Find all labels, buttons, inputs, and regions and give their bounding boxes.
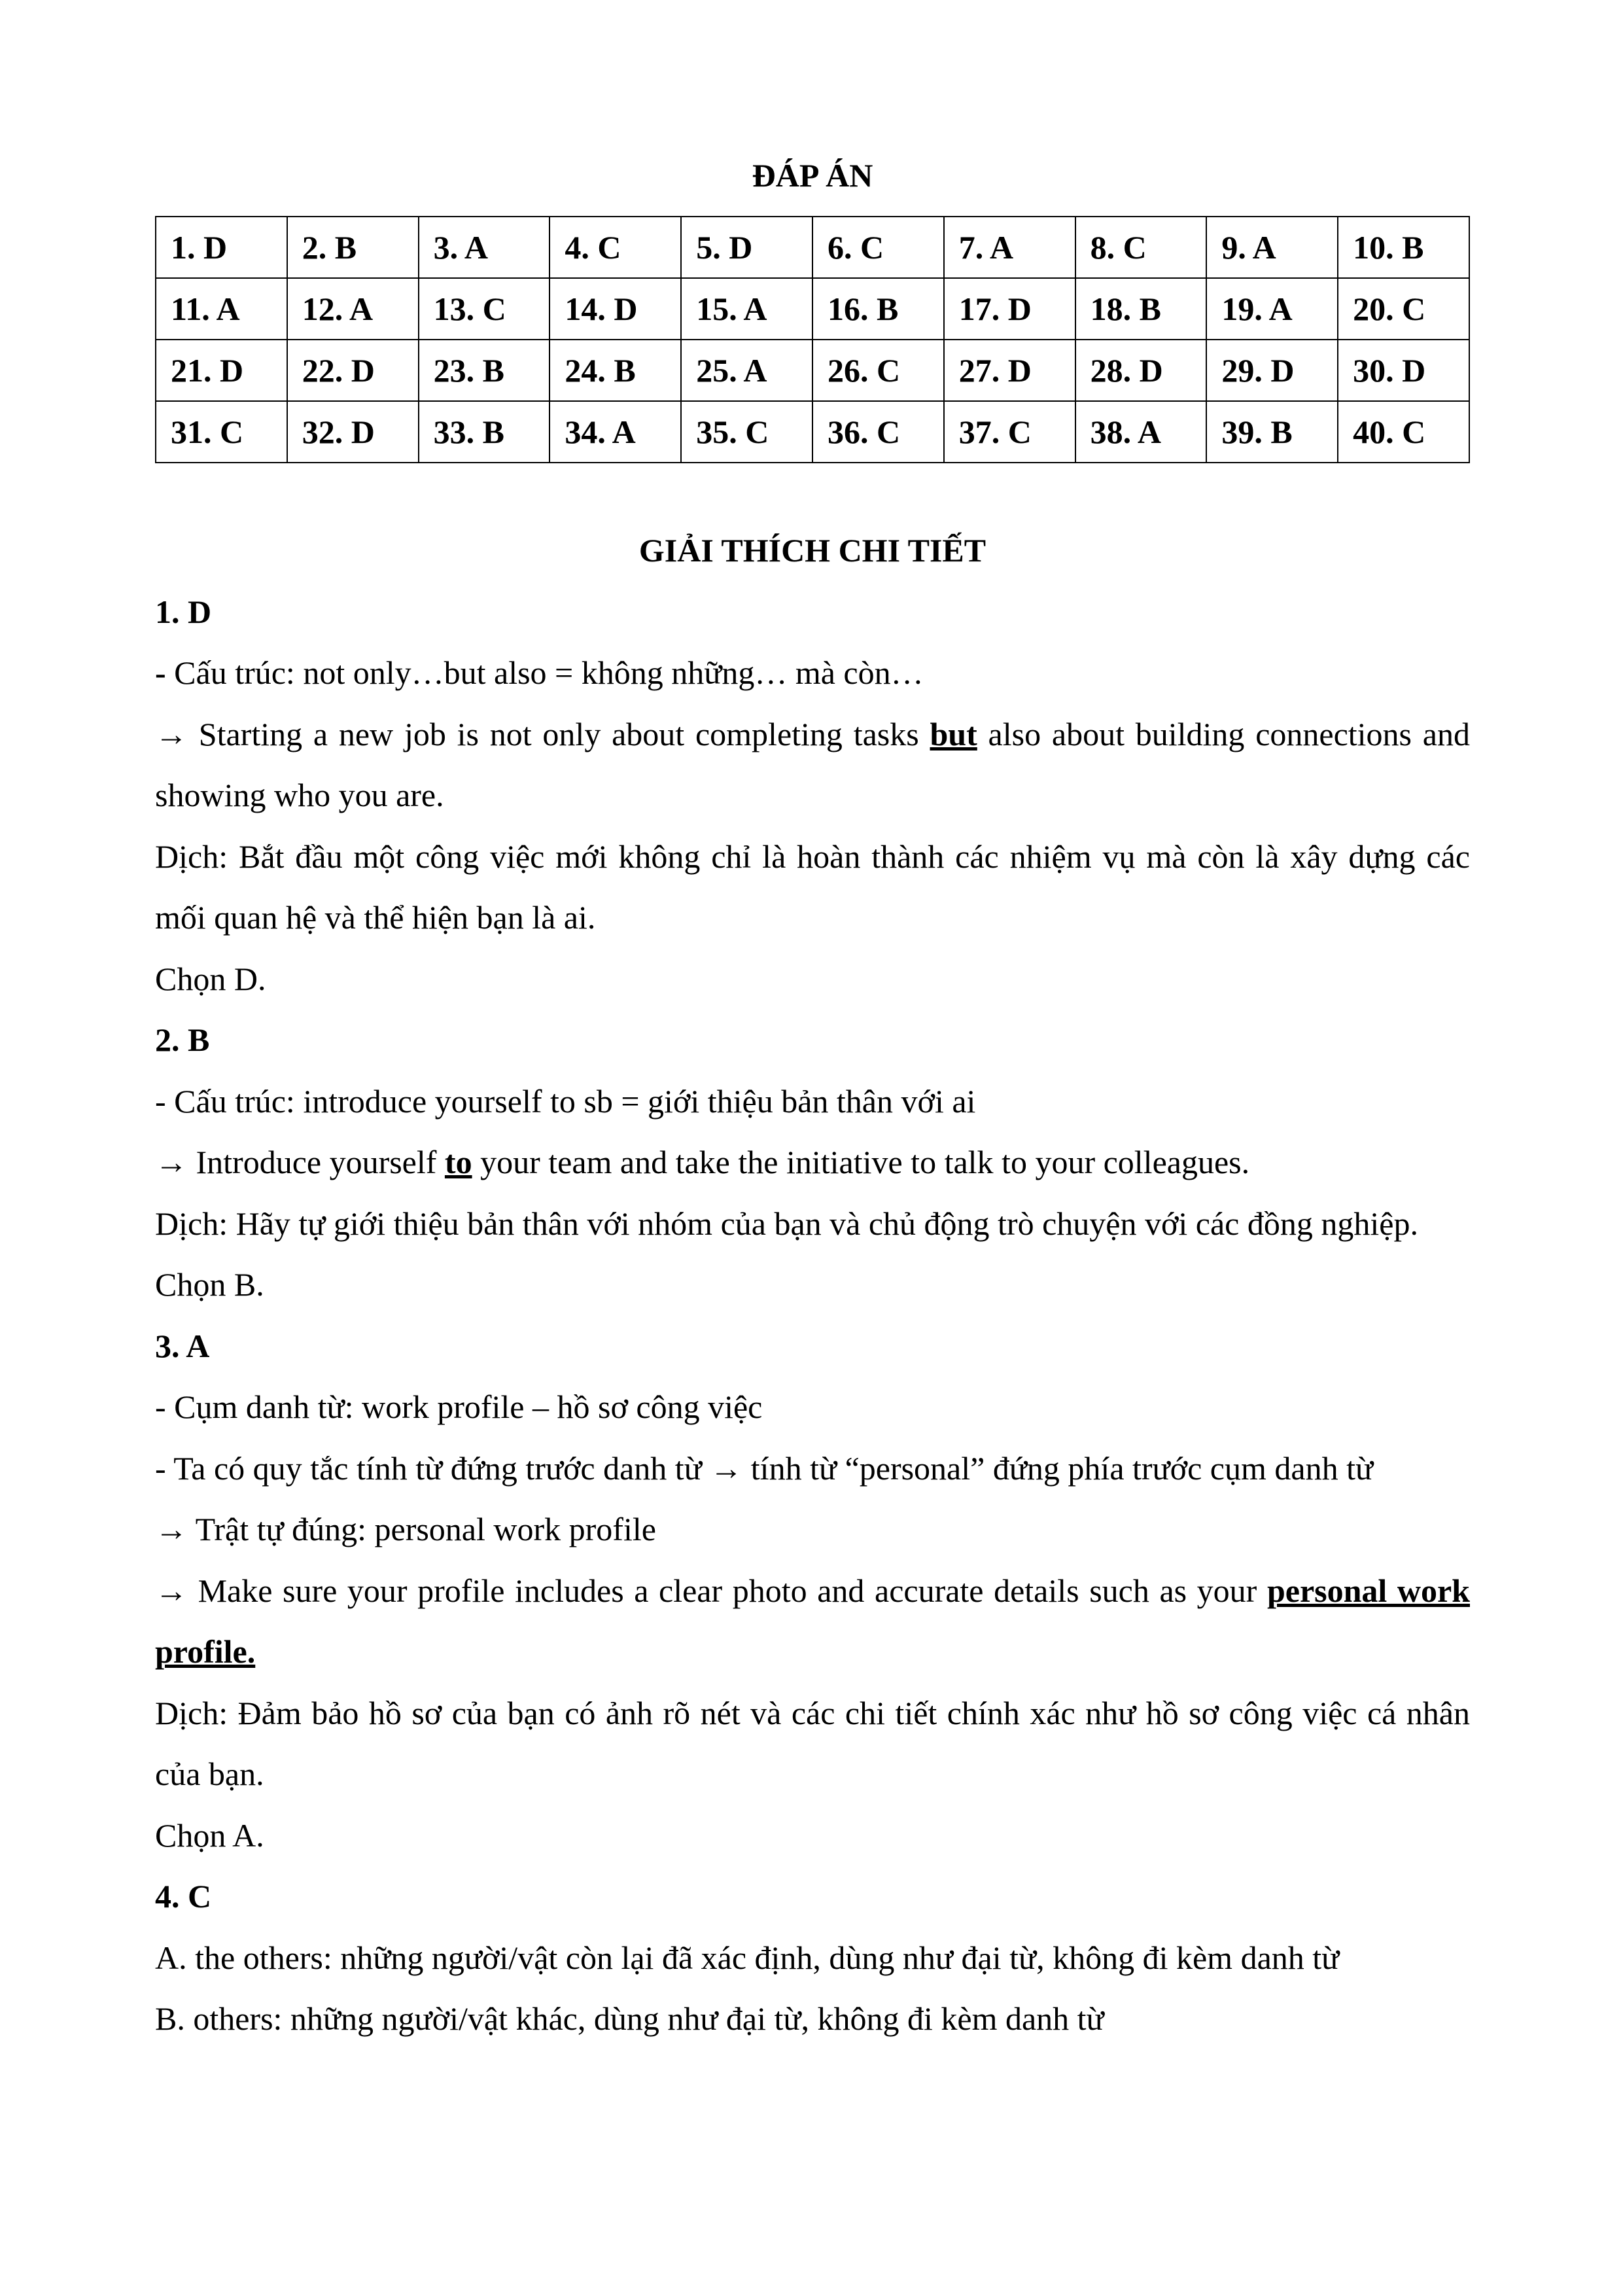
answer-cell: 23. B (419, 340, 550, 401)
question-3-choice: Chọn A. (155, 1816, 264, 1854)
question-4-option-a: A. the others: những người/vật còn lại đã xác định, dùng như đại từ, không đi kèm danh từ (155, 1939, 1340, 1976)
answer-cell: 33. B (419, 401, 550, 463)
answer-cell: 30. D (1338, 340, 1469, 401)
question-2-structure: - Cấu trúc: introduce yourself to sb = giới thiệu bản thân với ai (155, 1082, 976, 1120)
answer-cell: 31. C (156, 401, 287, 463)
answer-cell: 34. A (550, 401, 681, 463)
question-3-translation: Dịch: Đảm bảo hồ sơ của bạn có ảnh rõ nét và các chi tiết chính xác như hồ sơ công việc cá nhân của bạn. (155, 1694, 1470, 1792)
question-1-structure: - Cấu trúc: not only…but also = không những… mà còn… (155, 654, 924, 691)
key-word: but (930, 715, 977, 752)
answer-cell: 9. A (1206, 217, 1338, 278)
question-3-example: → Make sure your profile includes a clear photo and accurate details such as your personal work profile. (155, 1572, 1470, 1670)
answer-cell: 19. A (1206, 278, 1338, 340)
answer-cell: 5. D (681, 217, 812, 278)
answer-cell: 18. B (1075, 278, 1207, 340)
answer-cell: 27. D (944, 340, 1075, 401)
answer-cell: 4. C (550, 217, 681, 278)
answer-cell: 13. C (419, 278, 550, 340)
answer-cell: 35. C (681, 401, 812, 463)
question-1-choice: Chọn D. (155, 960, 266, 997)
answer-cell: 12. A (287, 278, 419, 340)
detailed-explanation (155, 520, 1470, 2050)
answer-cell: 28. D (1075, 340, 1207, 401)
answer-key-table (155, 216, 1470, 463)
answer-cell: 14. D (550, 278, 681, 340)
answer-cell: 40. C (1338, 401, 1469, 463)
answer-cell: 26. C (812, 340, 944, 401)
question-1-example: → Starting a new job is not only about completing tasks but also about building connections and showing who you are. (155, 715, 1470, 813)
answer-row (156, 278, 1469, 340)
answer-cell: 16. B (812, 278, 944, 340)
question-4-option-b: B. others: những người/vật khác, dùng như đại từ, không đi kèm danh từ (155, 2000, 1104, 2037)
question-4-heading: 4. C (155, 1878, 212, 1915)
answer-cell: 2. B (287, 217, 419, 278)
key-word: personal work profile. (155, 1572, 1470, 1670)
answer-cell: 11. A (156, 278, 287, 340)
question-3-heading: 3. A (155, 1327, 210, 1364)
answer-cell: 21. D (156, 340, 287, 401)
answer-cell: 10. B (1338, 217, 1469, 278)
question-3-line-2: - Ta có quy tắc tính từ đứng trước danh từ → tính từ “personal” đứng phía trước cụm danh từ (155, 1449, 1374, 1487)
explanation-title: GIẢI THÍCH CHI TIẾT (638, 532, 986, 569)
answer-cell: 7. A (944, 217, 1075, 278)
answer-cell: 36. C (812, 401, 944, 463)
answer-row (156, 401, 1469, 463)
answer-cell: 17. D (944, 278, 1075, 340)
answer-cell: 38. A (1075, 401, 1207, 463)
answer-row (156, 217, 1469, 278)
answer-cell: 8. C (1075, 217, 1207, 278)
question-2-translation: Dịch: Hãy tự giới thiệu bản thân với nhóm của bạn và chủ động trò chuyện với các đồng nghiệp. (155, 1205, 1418, 1242)
key-word: to (444, 1144, 472, 1180)
question-1-heading: 1. D (155, 593, 212, 630)
answer-cell: 20. C (1338, 278, 1469, 340)
answer-cell: 29. D (1206, 340, 1338, 401)
answer-cell: 3. A (419, 217, 550, 278)
question-1-translation: Dịch: Bắt đầu một công việc mới không chỉ là hoàn thành các nhiệm vụ mà còn là xây dựng các mối quan hệ và thể hiện bạn là ai. (155, 838, 1470, 936)
answer-cell: 6. C (812, 217, 944, 278)
question-2-example: → Introduce yourself to your team and take the initiative to talk to your colleagues. (155, 1144, 1250, 1180)
answer-cell: 22. D (287, 340, 419, 401)
answer-cell: 1. D (156, 217, 287, 278)
answer-key-title: ĐÁP ÁN (752, 157, 873, 194)
answer-cell: 37. C (944, 401, 1075, 463)
answer-cell: 24. B (550, 340, 681, 401)
bullet-dash: - (155, 654, 166, 691)
answer-cell: 25. A (681, 340, 812, 401)
answer-cell: 32. D (287, 401, 419, 463)
question-2-heading: 2. B (155, 1021, 210, 1058)
answer-cell: 15. A (681, 278, 812, 340)
answer-cell: 39. B (1206, 401, 1338, 463)
question-3-line-3: → Trật tự đúng: personal work profile (155, 1511, 656, 1547)
answer-row (156, 340, 1469, 401)
question-3-line-1: - Cụm danh từ: work profile – hồ sơ công việc (155, 1388, 763, 1425)
question-2-choice: Chọn B. (155, 1266, 264, 1303)
